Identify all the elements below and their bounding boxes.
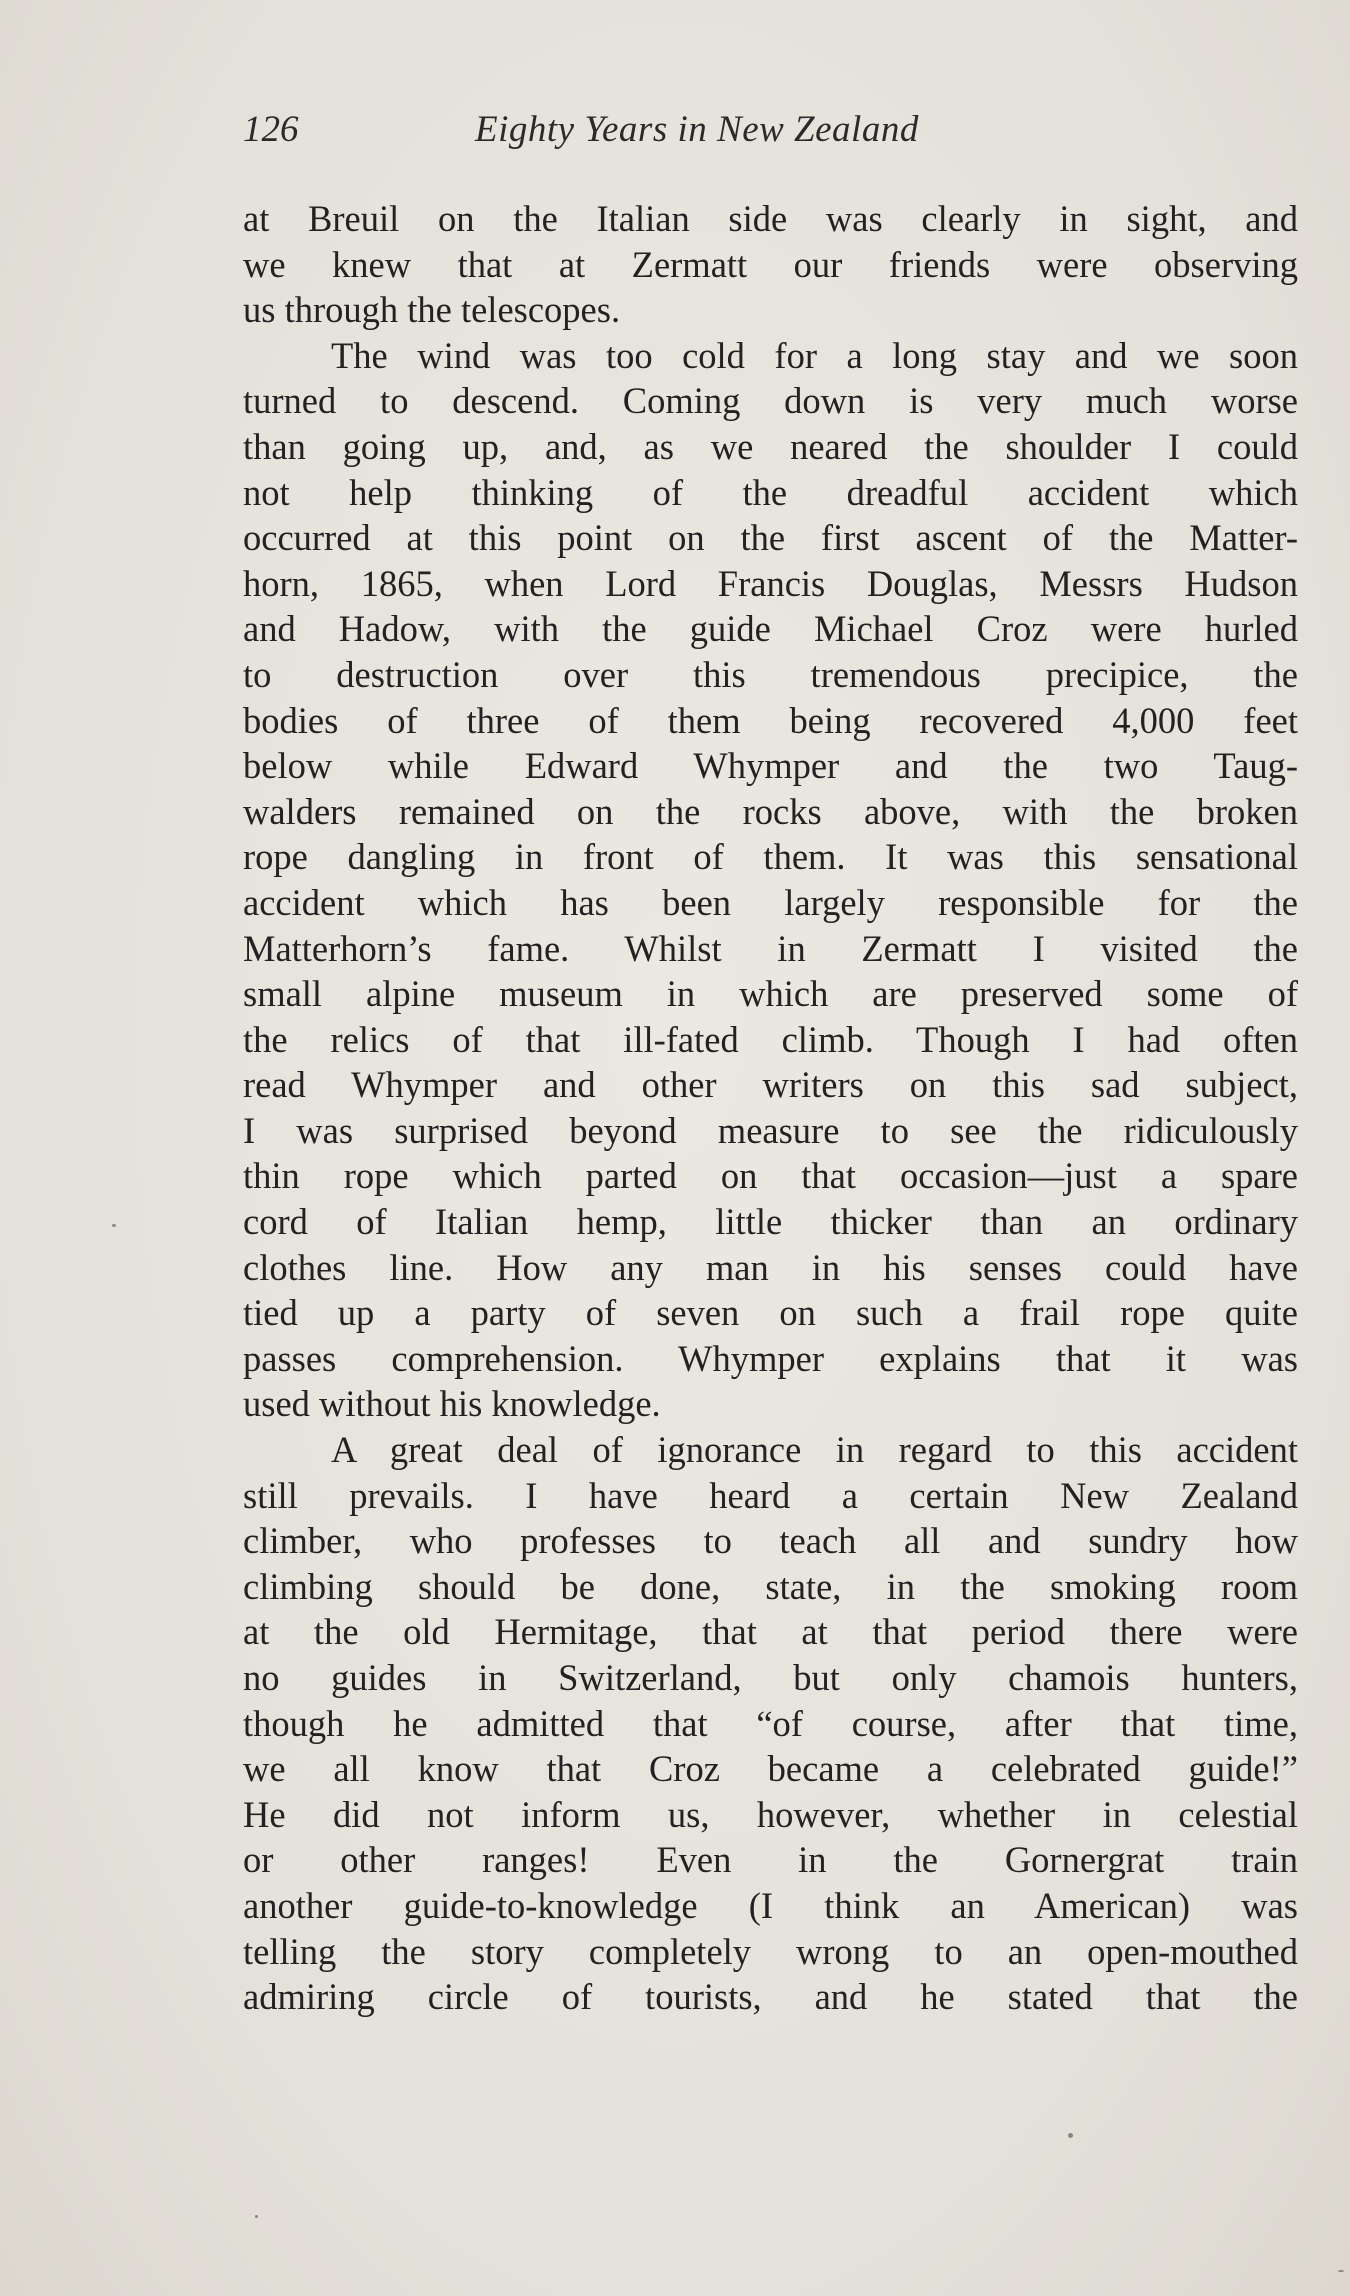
text-line: passes comprehension. Whymper explains that it was bbox=[243, 1337, 1298, 1379]
text-line: we all know that Croz became a celebrated guide!” bbox=[243, 1748, 1298, 1790]
paper-speck bbox=[1338, 2270, 1344, 2272]
text-line: we knew that at Zermatt our friends were observing bbox=[243, 243, 1298, 285]
text-line: bodies of three of them being recovered 4,000 feet bbox=[243, 699, 1298, 741]
text-line: Matterhorn’s fame. Whilst in Zermatt I visited the bbox=[243, 927, 1298, 969]
text-line: used without his knowledge. bbox=[243, 1383, 661, 1425]
text-line: turned to descend. Coming down is very much worse bbox=[243, 380, 1298, 422]
text-line: rope dangling in front of them. It was this sensational bbox=[243, 836, 1298, 878]
text-line: or other ranges! Even in the Gornergrat train bbox=[243, 1839, 1298, 1881]
paragraph-first-line: A great deal of ignorance in regard to this accident bbox=[331, 1429, 1298, 1471]
text-line: than going up, and, as we neared the shoulder I could bbox=[243, 425, 1298, 467]
text-line: us through the telescopes. bbox=[243, 289, 621, 331]
text-line: I was surprised beyond measure to see the ridiculously bbox=[243, 1109, 1298, 1151]
text-line: thin rope which parted on that occasion—just a spare bbox=[243, 1155, 1298, 1197]
text-line: at the old Hermitage, that at that period there were bbox=[243, 1611, 1298, 1653]
text-line: no guides in Switzerland, but only chamois hunters, bbox=[243, 1657, 1298, 1698]
paper-speck bbox=[112, 1224, 116, 1227]
text-line: read Whymper and other writers on this sad subject, bbox=[243, 1064, 1298, 1106]
text-line: He did not inform us, however, whether in celestial bbox=[243, 1793, 1298, 1835]
text-line: not help thinking of the dreadful accident which bbox=[243, 471, 1298, 513]
paragraph-first-line: The wind was too cold for a long stay and we soon bbox=[331, 334, 1298, 376]
text-line: though he admitted that “of course, after that time, bbox=[243, 1702, 1298, 1744]
text-line: to destruction over this tremendous precipice, the bbox=[243, 653, 1298, 695]
text-line: climbing should be done, state, in the smoking room bbox=[243, 1565, 1298, 1607]
body-text bbox=[243, 196, 1298, 2020]
text-line: another guide-to-knowledge (I think an American) was bbox=[243, 1884, 1298, 1926]
text-line: horn, 1865, when Lord Francis Douglas, Messrs Hudson bbox=[243, 562, 1298, 604]
text-line: cord of Italian hemp, little thicker than an ordinary bbox=[243, 1201, 1298, 1243]
text-line: climber, who professes to teach all and sundry how bbox=[243, 1520, 1298, 1562]
text-line: below while Edward Whymper and the two Taug- bbox=[243, 745, 1298, 787]
text-line: still prevails. I have heard a certain New Zealand bbox=[243, 1474, 1298, 1516]
page-number: 126 bbox=[243, 109, 299, 150]
text-line: tied up a party of seven on such a frail rope quite bbox=[243, 1292, 1298, 1334]
text-line: occurred at this point on the first ascent of the Matter- bbox=[243, 517, 1298, 559]
text-line: and Hadow, with the guide Michael Croz were hurled bbox=[243, 608, 1298, 650]
running-head bbox=[243, 102, 1298, 158]
text-line: clothes line. How any man in his senses could have bbox=[243, 1246, 1298, 1288]
paper-speck bbox=[255, 2215, 258, 2218]
text-line: accident which has been largely responsible for the bbox=[243, 881, 1298, 923]
text-line: the relics of that ill-fated climb. Though I had often bbox=[243, 1018, 1298, 1060]
text-line: at Breuil on the Italian side was clearly in sight, and bbox=[243, 198, 1298, 239]
text-line: telling the story completely wrong to an open-mouthed bbox=[243, 1930, 1298, 1972]
text-line: small alpine museum in which are preserved some of bbox=[243, 973, 1298, 1015]
paper-speck bbox=[1068, 2133, 1073, 2138]
text-line: walders remained on the rocks above, with the broken bbox=[243, 790, 1298, 832]
running-title: Eighty Years in New Zealand bbox=[475, 109, 919, 150]
text-line: admiring circle of tourists, and he stated that the bbox=[243, 1976, 1298, 2018]
